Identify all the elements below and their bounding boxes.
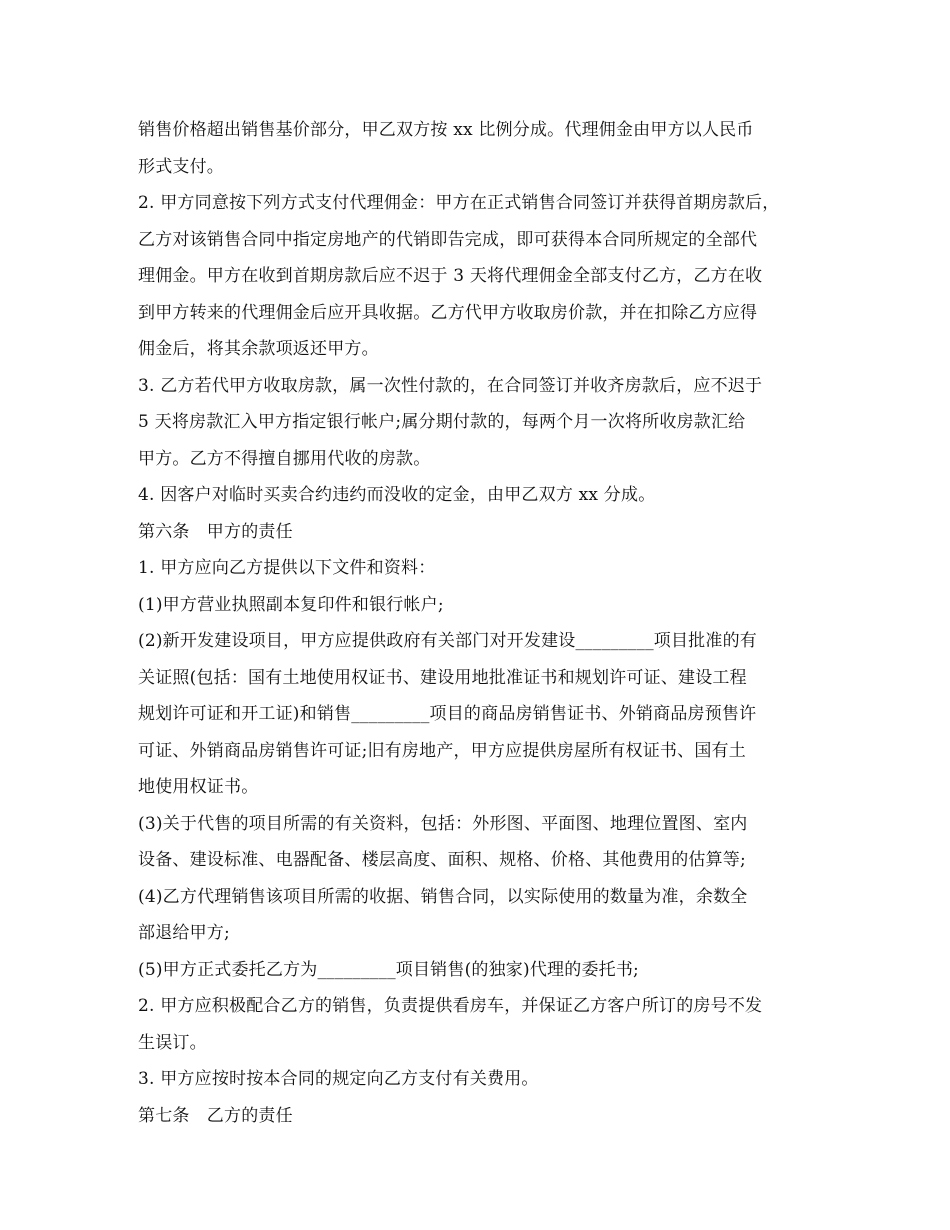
text-line: 理佣金。甲方在收到首期房款后应不迟于 3 天将代理佣金全部支付乙方，乙方在收 <box>138 266 763 286</box>
text-line: 甲方。乙方不得擅自挪用代收的房款。 <box>138 448 431 469</box>
text-line: 部退给甲方; <box>138 923 230 943</box>
text-line: (4)乙方代理销售该项目所需的收据、销售合同，以实际使用的数量为准，余数全 <box>138 886 748 907</box>
text-line: 2. 甲方应积极配合乙方的销售，负责提供看房车，并保证乙方客户所订的房号不发 <box>138 996 763 1016</box>
text-line: 3. 乙方若代甲方收取房款，属一次性付款的，在合同签订并收齐房款后，应不迟于 <box>138 375 763 396</box>
text-line: (1)甲方营业执照副本复印件和银行帐户; <box>138 594 444 615</box>
text-line: (3)关于代售的项目所需的有关资料，包括：外形图、平面图、地理位置图、室内 <box>138 813 748 834</box>
text-line: 规划许可证和开工证)和销售_________项目的商品房销售证书、外销商品房预售许 <box>138 704 757 724</box>
text-line: 可证、外销商品房销售许可证;旧有房地产，甲方应提供房屋所有权证书、国有土 <box>138 740 746 761</box>
text-line: 1. 甲方应向乙方提供以下文件和资料： <box>138 558 436 578</box>
text-line: 到甲方转来的代理佣金后应开具收据。乙方代甲方收取房价款，并在扣除乙方应得 <box>138 302 758 323</box>
text-line: 5 天将房款汇入甲方指定银行帐户;属分期付款的，每两个月一次将所收房款汇给 <box>138 412 746 432</box>
text-line: 地使用权证书。 <box>138 777 259 797</box>
text-line: 乙方对该销售合同中指定房地产的代销即告完成，即可获得本合同所规定的全部代 <box>138 229 758 250</box>
text-line: 形式支付。 <box>138 156 224 177</box>
section-heading: 第六条 甲方的责任 <box>138 521 293 542</box>
text-line: 3. 甲方应按时按本合同的规定向乙方支付有关费用。 <box>138 1069 539 1089</box>
text-line: 设备、建设标准、电器配备、楼层高度、面积、规格、价格、其他费用的估算等; <box>138 850 746 870</box>
text-line: 佣金后，将其余款项返还甲方。 <box>138 339 379 359</box>
text-line: 销售价格超出销售基价部分，甲乙双方按 xx 比例分成。代理佣金由甲方以人民币 <box>138 120 754 140</box>
text-line: 关证照(包括：国有土地使用权证书、建设用地批准证书和规划许可证、建设工程 <box>138 667 747 688</box>
text-line: 2. 甲方同意按下列方式支付代理佣金：甲方在正式销售合同签订并获得首期房款后， <box>138 193 780 213</box>
text-line: 生误订。 <box>138 1032 207 1053</box>
text-line: (2)新开发建设项目，甲方应提供政府有关部门对开发建设_________项目批准的有 <box>138 631 757 651</box>
text-line: 4. 因客户对临时买卖合约违约而没收的定金，由甲乙双方 xx 分成。 <box>138 485 656 505</box>
section-heading: 第七条 乙方的责任 <box>138 1105 293 1126</box>
text-line: (5)甲方正式委托乙方为_________项目销售(的独家)代理的委托书; <box>138 959 639 980</box>
document-body <box>138 112 818 1134</box>
